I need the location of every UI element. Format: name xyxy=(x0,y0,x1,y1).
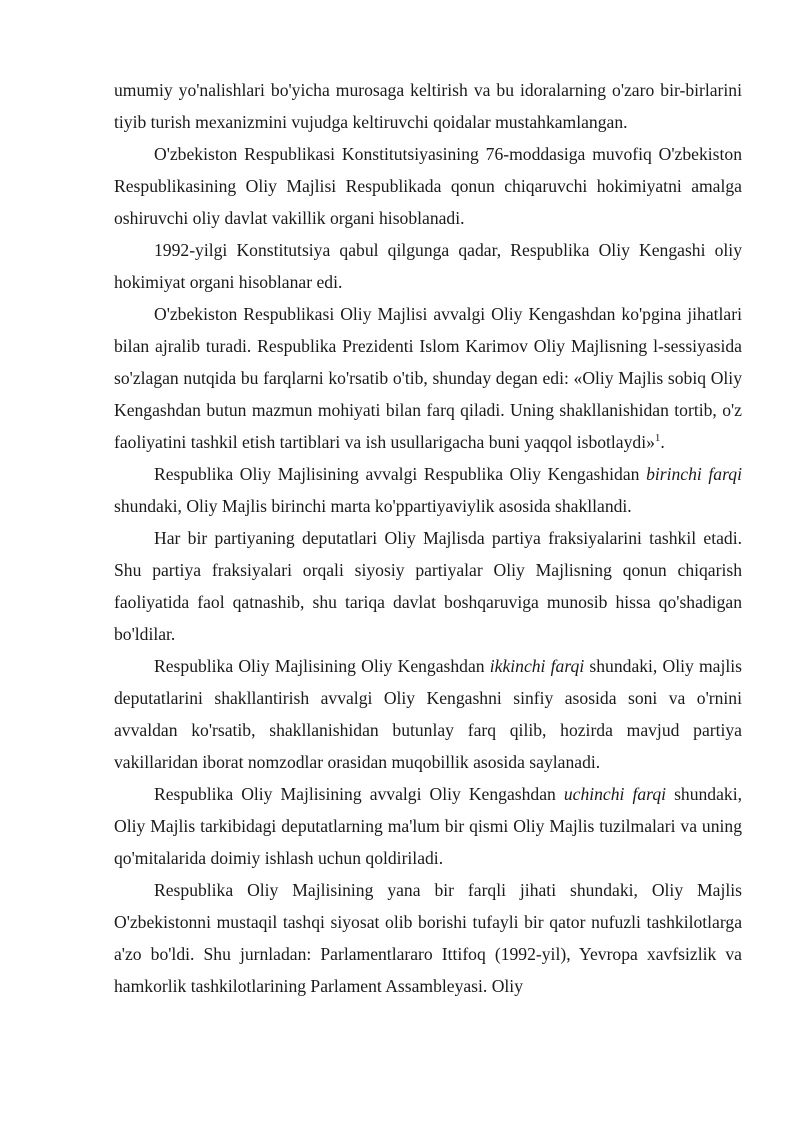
paragraph-first-difference xyxy=(114,458,742,522)
paragraph-text: 1992-yilgi Konstitutsiya qabul qilgunga qadar, Respublika Oliy Kengashi oliy hokimiyat organi hisoblanar edi. xyxy=(114,240,742,292)
paragraph-text-before: Respublika Oliy Majlisining Oliy Kengashdan xyxy=(154,656,490,676)
paragraph-third-difference xyxy=(114,778,742,874)
paragraph-tail: . xyxy=(660,432,665,452)
paragraph-text: Har bir partiyaning deputatlari Oliy Majlisda partiya fraksiyalarini tashkil etadi. Shu partiya fraksiyalari orqali siyosiy partiyalar Oliy Majlisning qonun chiqarish faoliyatida faol qatnashib, shu tariqa davlat boshqaruviga munosib hissa qo'shadigan bo'ldilar. xyxy=(114,528,742,644)
paragraph-text-after: shundaki, Oliy majlis deputatlarini shakllantirish avvalgi Oliy Kengashni sinfiy asosida soni va o'rnini avvaldan ko'rsatib, shakllanishidan butunlay farq qilib, hozirda mavjud partiya vakillaridan iborat nomzodlar orasidan muqobillik asosida saylanadi. xyxy=(114,656,742,772)
paragraph-text-after: shundaki, Oliy Majlis tarkibidagi deputatlarning ma'lum bir qismi Oliy Majlis tuzilmalari va uning qo'mitalarida doimiy ishlash uchun qoldiriladi. xyxy=(114,784,742,868)
paragraph-text: Respublika Oliy Majlisining yana bir farqli jihati shundaki, Oliy Majlis O'zbekistonni mustaqil tashqi siyosat olib borishi tufayli bir qator nufuzli tashkilotlarga a'zo bo'ldi. Shu jurnladan: Parlamentlararo Ittifoq (1992-yil), Yevropa xavfsizlik va hamkorlik tashkilotlarining Parlament Assambleyasi. Oliy xyxy=(114,880,742,996)
paragraph-president-quote xyxy=(114,298,742,458)
paragraph-text-before: Respublika Oliy Majlisining avvalgi Respublika Oliy Kengashidan xyxy=(154,464,647,484)
paragraph-1992-constitution xyxy=(114,234,742,298)
paragraph-constitution-article-76 xyxy=(114,138,742,234)
paragraph-text: O'zbekiston Respublikasi Konstitutsiyasining 76-moddasiga muvofiq O'zbekiston Respublikasining Oliy Majlisi Respublikada qonun chiqaruvchi hokimiyatni amalga oshiruvchi oliy davlat vakillik organi hisoblanadi. xyxy=(114,144,742,228)
emphasis-second-difference: ikkinchi farqi xyxy=(489,656,585,676)
emphasis-third-difference: uchinchi farqi xyxy=(563,784,667,804)
paragraph-continuation xyxy=(114,74,742,138)
paragraph-text-after: shundaki, Oliy Majlis birinchi marta ko'ppartiyaviylik asosida shakllandi. xyxy=(114,496,632,516)
emphasis-first-difference: birinchi farqi xyxy=(646,464,742,484)
paragraph-second-difference xyxy=(114,650,742,778)
paragraph-text-before: Respublika Oliy Majlisining avvalgi Oliy Kengashdan xyxy=(154,784,564,804)
footnote-marker: 1 xyxy=(654,432,661,445)
paragraph-text: umumiy yo'nalishlari bo'yicha murosaga keltirish va bu idoralarning o'zaro bir-birlarini tiyib turish mexanizmini vujudga keltiruvchi qoidalar mustahkamlangan. xyxy=(114,80,742,132)
paragraph-text: O'zbekiston Respublikasi Oliy Majlisi avvalgi Oliy Kengashdan ko'pgina jihatlari bilan ajralib turadi. Respublika Prezidenti Islom Karimov Oliy Majlisning l-sessiyasida so'zlagan nutqida bu farqlarni ko'rsatib o'tib, shunday degan edi: «Oliy Majlis sobiq Oliy Kengashdan butun mazmun mohiyati bilan farq qiladi. Uning shakllanishidan tortib, o'z faoliyatini tashkil etish tartiblari va ish usullarigacha buni yaqqol isbotlaydi» xyxy=(114,304,742,452)
document-page xyxy=(114,74,742,1002)
paragraph-international-membership xyxy=(114,874,742,1002)
paragraph-party-fractions xyxy=(114,522,742,650)
